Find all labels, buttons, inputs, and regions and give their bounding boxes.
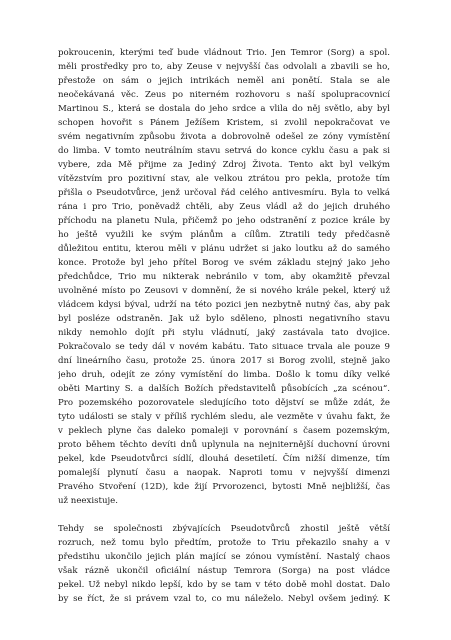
text-line: svém negativním způsobu života a dobrovolně odešel ze zóny vymístění: [58, 132, 390, 142]
text-line: v peklech plyne čas daleko pomaleji v porovnání s časem pozemským,: [58, 426, 390, 436]
text-line: vybere, zda Mě přijme za Jediný Zdroj Života. Tento akt byl velkým: [58, 160, 390, 170]
paragraph: [58, 522, 390, 606]
text-line: přestože on sám o jejich intrikách neměl ani ponětí. Stala se ale: [58, 76, 390, 86]
text-line: do limba. V tomto neutrálním stavu setrvá do konce cyklu času a pak si: [58, 146, 390, 156]
text-line: přišla o Pseudotvůrce, jenž určoval řád celého antivesmíru. Byla to velká: [58, 188, 390, 198]
text-line: pekel. Už nebyl nikdo lepší, kdo by se tam v této době mohl dostat. Dalo: [58, 580, 390, 590]
text-line: už neexistuje.: [58, 496, 118, 506]
text-line: neočekávaná věc. Zeus po niterném rozhovoru s naší spolupracovnicí: [58, 90, 390, 100]
text-line: však rázně ukončil oficiální nástup Temrora (Sorga) na post vládce: [58, 566, 390, 576]
paragraph: [58, 46, 390, 508]
text-line: dní lineárního času, protože 25. února 2017 si Borog zvolil, stejně jako: [58, 356, 390, 366]
text-line: tyto události se staly v příliš rychlém sledu, ale vezměte v úvahu fakt, že: [58, 412, 390, 422]
text-line: vládcem kdysi býval, udrží na této pozici jen nezbytně nutný čas, aby pak: [58, 300, 390, 310]
text-line: schopen hovořit s Pánem Ježíšem Kristem, si zvolil nepokračovat ve: [58, 118, 390, 128]
paragraph-gap: [58, 508, 390, 522]
text-line: důležitou entitu, kterou měli v plánu udržet si jako loutku až do samého: [58, 244, 390, 254]
text-line: proto během těchto devíti dnů uplynula na nejniternější duchovní úrovni: [58, 440, 390, 450]
text-line: byl posléze odstraněn. Jak už bylo sděleno, plnosti negativního stavu: [58, 314, 390, 324]
document-body: [58, 46, 390, 606]
text-line: pekel, kde Pseudotvůrci sídlí, dlouhá desetiletí. Čím nižší dimenze, tím: [58, 454, 390, 464]
text-line: rána i pro Trio, poněvadž chtěli, aby Zeus vládl až do jejich druhého: [58, 202, 390, 212]
text-line: ho ještě využili ke svým plánům a cílům. Ztratili tedy předčasně: [58, 230, 390, 240]
text-line: oběti Martiny S. a dalších Božích představitelů působících „za scénou“.: [58, 384, 390, 394]
text-line: pokroucenin, kterými teď bude vládnout Trio. Jen Temror (Sorg) a spol.: [58, 48, 390, 58]
text-line: měli prostředky pro to, aby Zeuse v nejvyšší čas odvolali a zbavili se ho,: [58, 62, 390, 72]
text-line: vítězstvím pro pozitivní stav, ale velkou ztrátou pro pekla, protože tím: [58, 174, 390, 184]
text-line: Pravého Stvoření (12D), kde žijí Prvorozenci, bytosti Mně nejbližší, čas: [58, 482, 390, 492]
text-line: pomalejší plynutí času a naopak. Naproti tomu v nejvyšší dimenzi: [58, 468, 390, 478]
text-line: rozruch, než tomu bylo předtím, protože to Triu překazilo snahy a v: [58, 538, 390, 548]
text-line: předchůdce, Trio mu nikterak nebránilo v tom, aby okamžitě převzal: [58, 272, 390, 282]
text-line: příchodu na planetu Nula, přičemž po jeho odstranění z pozice krále by: [58, 216, 390, 226]
text-line: by se říct, že si právem vzal to, co mu náleželo. Nebyl ovšem jediný. K: [58, 594, 390, 604]
text-line: uvolněné místo po Zeusovi v domnění, že si nového krále pekel, který už: [58, 286, 390, 296]
text-line: předstihu ukončilo jejich plán mající se zónou vymístění. Nastalý chaos: [58, 552, 390, 562]
text-line: Tehdy se společnosti zbývajících Pseudotvůrců zhostil ještě větší: [58, 524, 390, 534]
text-line: jeho druh, odejít ze zóny vymístění do limba. Došlo k tomu díky velké: [58, 370, 390, 380]
text-line: Pokračovalo se tedy dál v novém kabátu. Tato situace trvala ale pouze 9: [58, 342, 390, 352]
text-line: Pro pozemského pozorovatele sledujícího toto dějství se může zdát, že: [58, 398, 390, 408]
text-line: Martinou S., která se dostala do jeho srdce a vlila do něj světlo, aby byl: [58, 104, 390, 114]
text-line: nikdy nemohlo dojít při stylu vládnutí, jaký zastávala tato dvojice.: [58, 328, 390, 338]
text-line: konce. Protože byl jeho přítel Borog ve svém základu stejný jako jeho: [58, 258, 390, 268]
